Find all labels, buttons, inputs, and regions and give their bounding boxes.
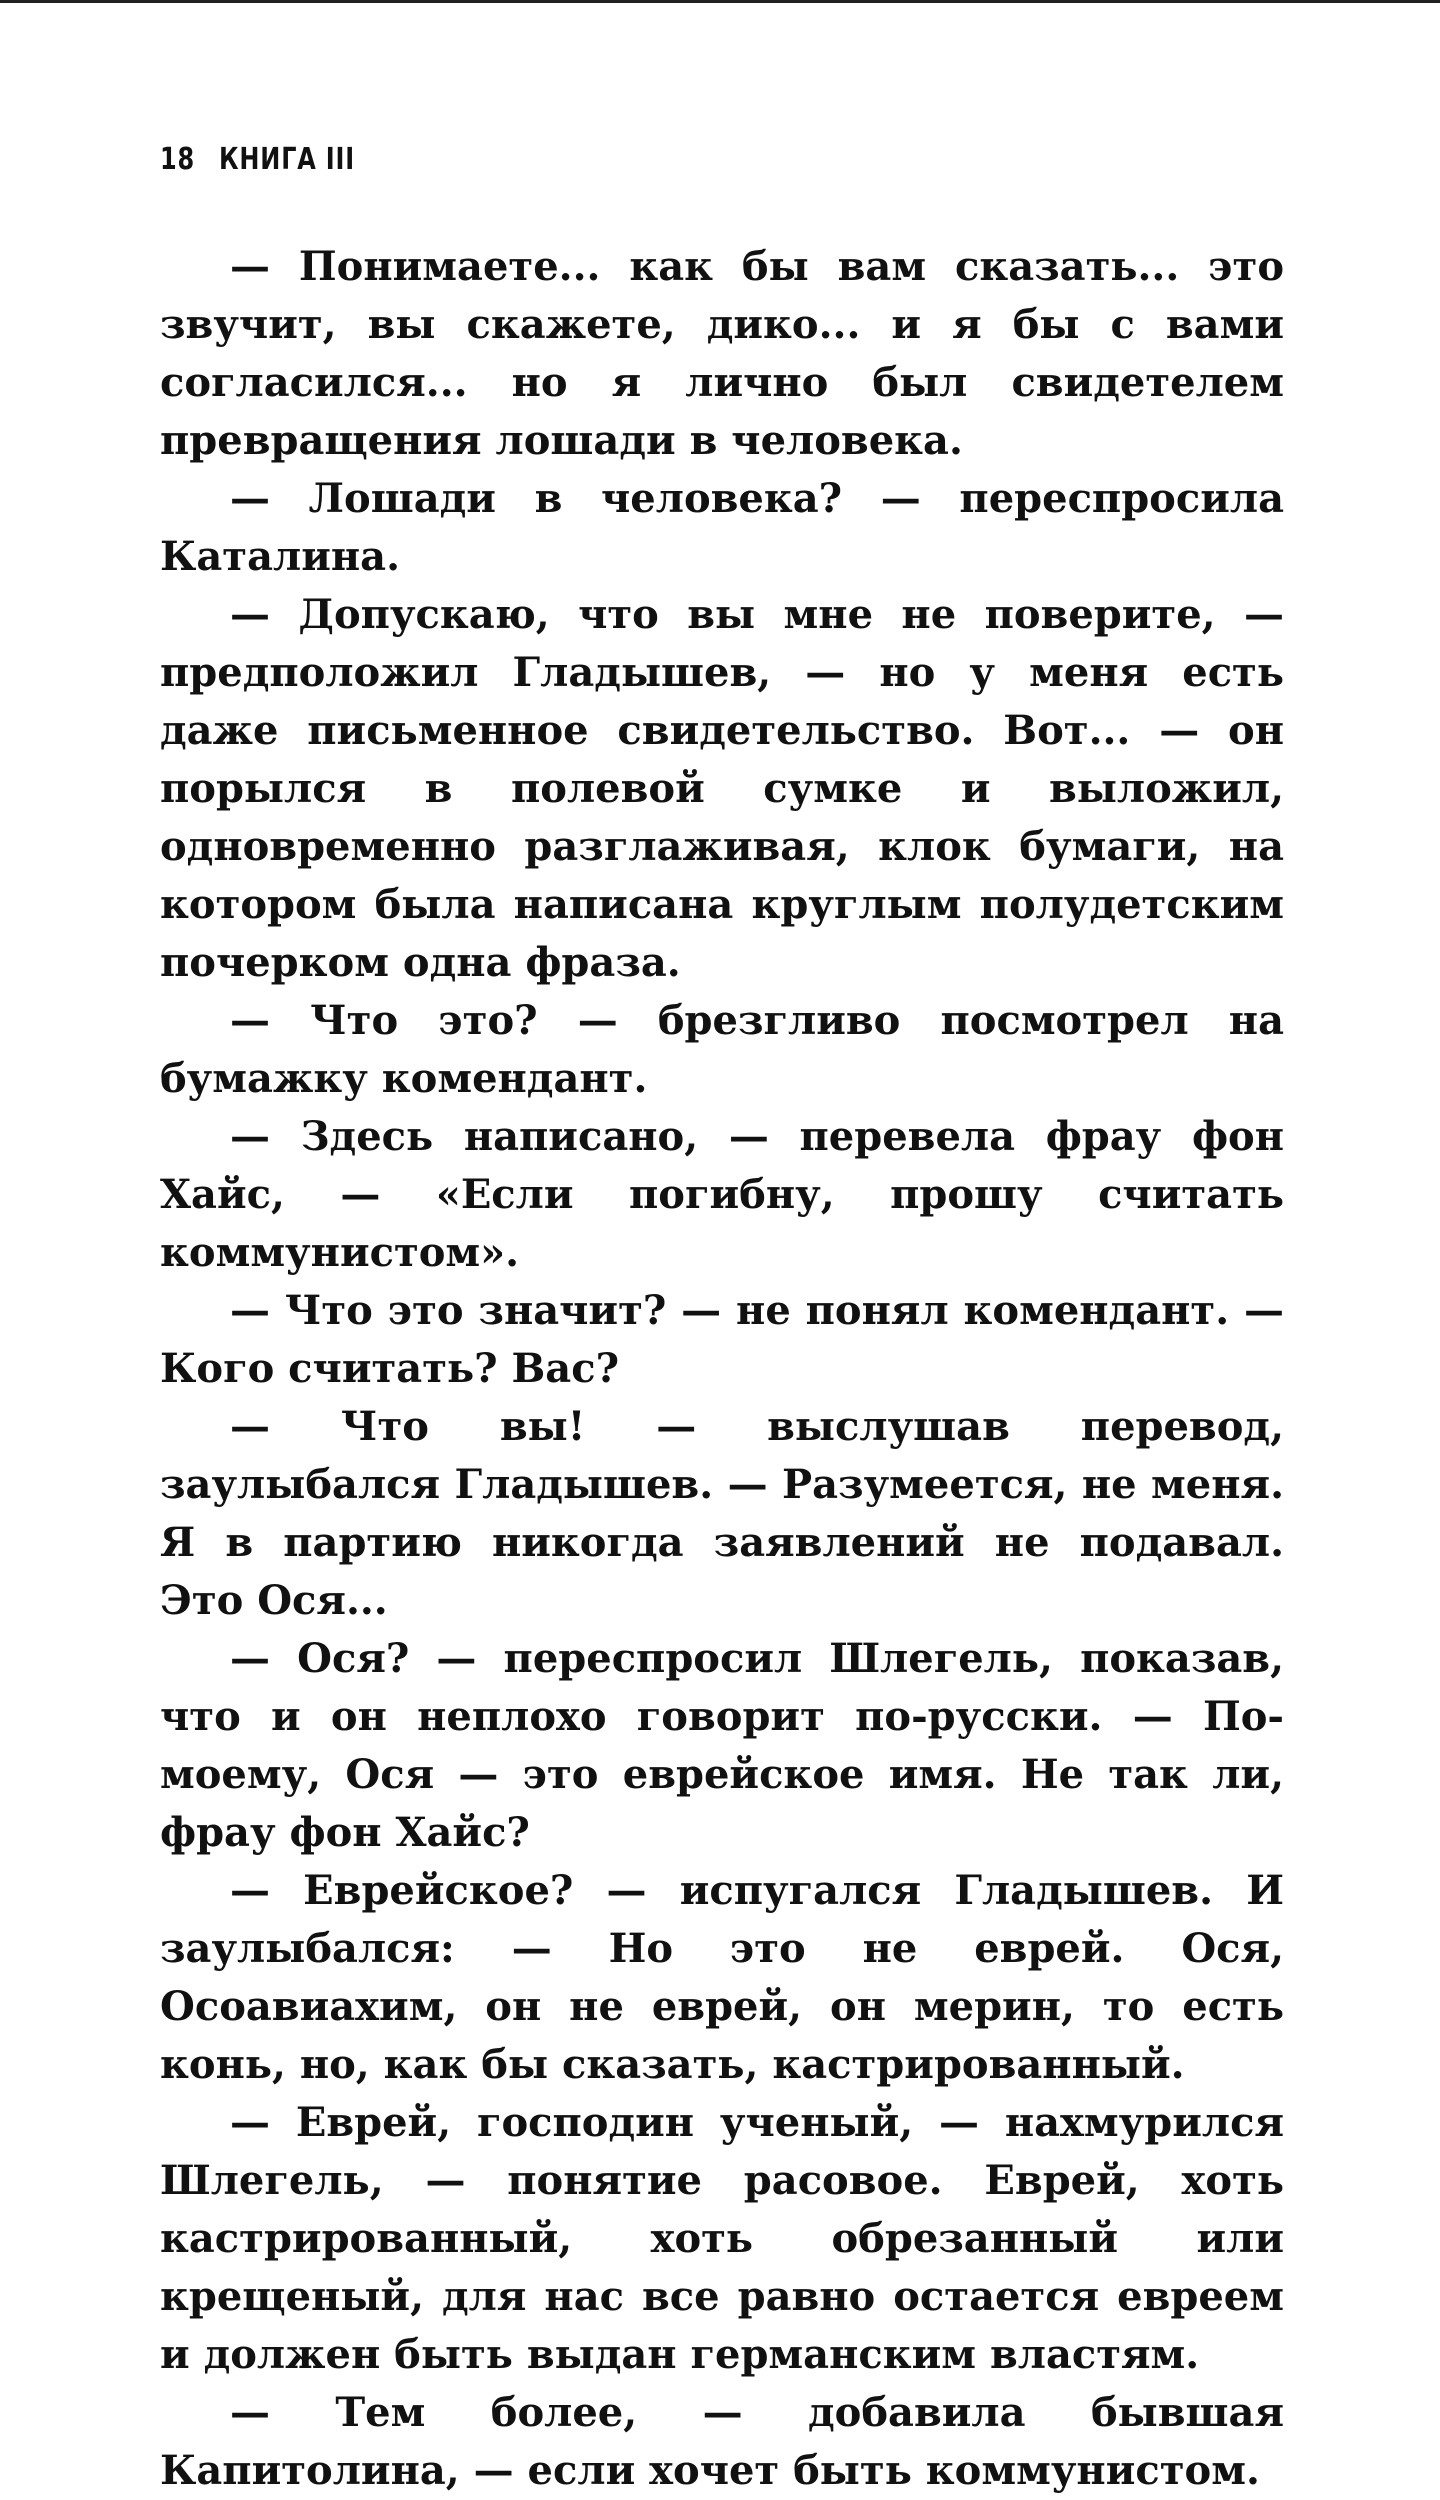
paragraph: — Что вы! — выслушав перевод, заулыбался Гладышев. — Разумеется, не меня. Я в партию никогда заявлений не подавал. Это Ося... [160, 1403, 1284, 1624]
paragraph: — Что это значит? — не понял комендант. — Кого считать? Вас? [160, 1287, 1284, 1392]
paragraph: — Еврей, господин ученый, — нахмурился Шлегель, — понятие расовое. Еврей, хоть кастрированный, хоть обрезанный или крещеный, для нас все равно остается евреем и должен быть выдан германским властям. [160, 2099, 1284, 2378]
running-header [160, 140, 1059, 180]
page-number: 18 [160, 142, 195, 177]
paragraph: — Еврейское? — испугался Гладышев. И заулыбался: — Но это не еврей. Ося, Осоавиахим, он не еврей, он мерин, то есть конь, но, как бы сказать, кастрированный. [160, 1867, 1284, 2088]
book-label: КНИГА III [219, 142, 356, 177]
paragraph: — Что это? — брезгливо посмотрел на бумажку комендант. [160, 997, 1284, 1102]
page-top-border [0, 0, 1440, 3]
paragraph: — Ося? — переспросил Шлегель, показав, что и он неплохо говорит по-русски. — По-моему, Ося — это еврейское имя. Не так ли, фрау фон Хайс? [160, 1635, 1284, 1856]
body-text [160, 238, 1284, 2500]
paragraph: — Тем более, — добавила бывшая Капитолина, — если хочет быть коммунистом. [160, 2389, 1284, 2494]
paragraph: — Понимаете... как бы вам сказать... это звучит, вы скажете, дико... и я бы с вами согласился... но я лично был свидетелем превращения лошади в человека. [160, 243, 1284, 464]
paragraph: — Здесь написано, — перевела фрау фон Хайс, — «Если погибну, прошу считать коммунистом». [160, 1113, 1284, 1276]
paragraph: — Лошади в человека? — переспросила Каталина. [160, 475, 1284, 580]
paragraph: — Допускаю, что вы мне не поверите, — предположил Гладышев, — но у меня есть даже письменное свидетельство. Вот... — он порылся в полевой сумке и выложил, одновременно разглаживая, клок бумаги, на котором была написана круглым полудетским почерком одна фраза. [160, 591, 1284, 986]
book-page [160, 140, 1284, 2500]
